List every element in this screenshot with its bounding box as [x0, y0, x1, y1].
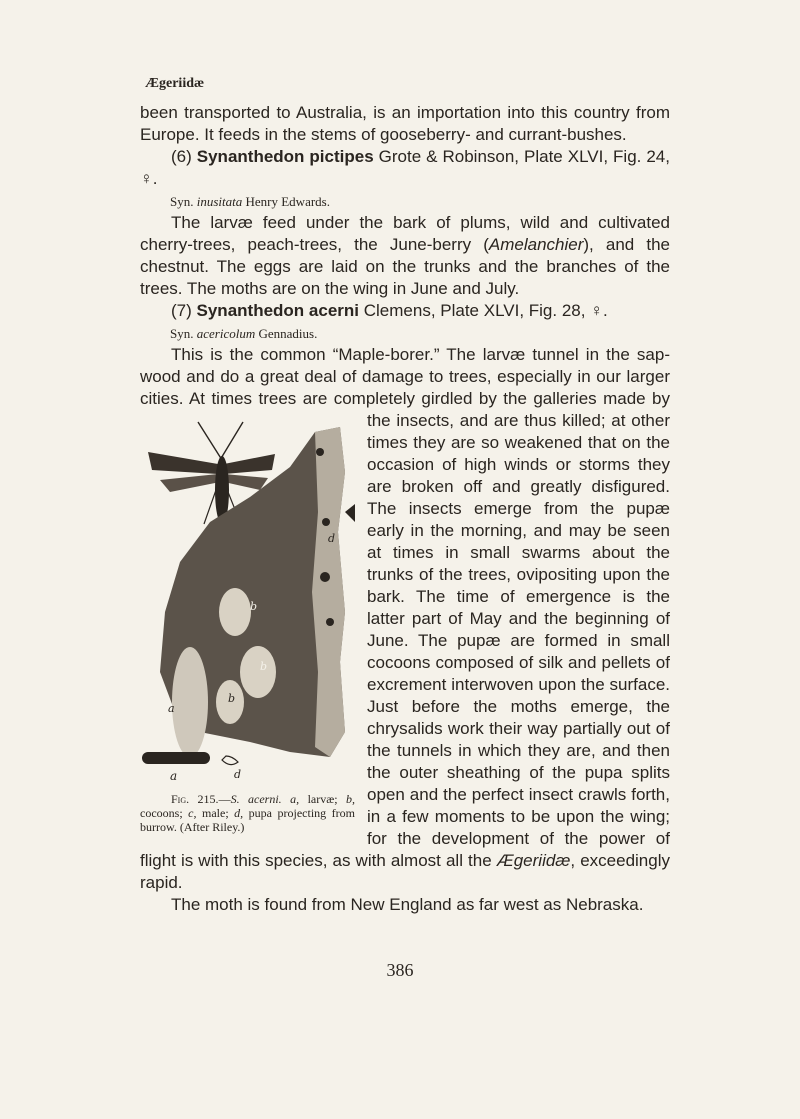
syn-label: Syn.: [170, 194, 194, 209]
entry-number: (6): [171, 147, 192, 166]
species-name: Synanthedon acerni: [196, 301, 359, 320]
figure-label-b: b: [260, 660, 268, 673]
body-text: [140, 102, 670, 916]
entry-number: (7): [171, 301, 192, 320]
tree-trunk-illustration: [160, 427, 355, 757]
caption-text: pupa projecting from burrow. (After Riley.): [140, 806, 355, 834]
paragraph-acerni: [140, 344, 670, 894]
synonym-author: Henry Edwards.: [245, 194, 330, 209]
caption-letter: c,: [188, 806, 197, 820]
cocoon: [219, 588, 251, 636]
synonym-name: acericolum: [196, 326, 256, 341]
syn-label: Syn.: [170, 326, 194, 341]
paragraph-range: The moth is found from New England as far west as Nebraska.: [171, 895, 644, 914]
text-run: The larvæ feed under the bark of plums, wild and cultivated cherry-trees, peach-trees, the June-berry (: [140, 213, 670, 254]
paragraph-continued: been transported to Australia, is an importation into this country from Europe. It feeds in the stems of gooseberry- and currant-bushes.: [140, 103, 670, 144]
caption-text: male;: [196, 806, 235, 820]
figure-label-d: d: [234, 768, 242, 781]
figure-label-a: a: [168, 702, 175, 715]
italic-term: Amelanchier: [488, 235, 584, 254]
text-run: ), and the chestnut. The eggs are laid on the trunks and the branches of the trees. The moths are on the wing in June and July.: [140, 235, 670, 298]
pupa-illustration: [222, 756, 238, 765]
larva-crawling-illustration: [142, 752, 241, 783]
species-authority: Clemens, Plate XLVI, Fig. 28, ♀.: [363, 301, 608, 320]
species-authority: Grote & Robinson, Plate XLVI, Fig. 24, ♀.: [140, 147, 670, 188]
caption-text: larvæ;: [299, 792, 347, 806]
figure-label-b: b: [250, 600, 258, 613]
synonym-author: Gennadius.: [258, 326, 318, 341]
text-run: , exceedingly rapid.: [140, 851, 670, 892]
species-name: Synanthedon pictipes: [196, 147, 374, 166]
caption-letter: d,: [234, 806, 244, 820]
figure-label-b: b: [228, 692, 236, 705]
page-number: 386: [386, 960, 414, 980]
species-entry-7: [140, 300, 670, 322]
italic-term: Ægeriidæ: [496, 851, 571, 870]
figure-215: [140, 412, 355, 834]
synonym-6: [170, 192, 670, 212]
running-head: Ægeriidæ: [145, 76, 205, 91]
caption-species: S. acerni.: [230, 792, 282, 806]
caption-text: cocoons;: [140, 806, 189, 820]
figure-label-d: d: [328, 532, 336, 545]
text-run: This is the common “Maple-borer.” The larvæ tunnel in the sap-wood and do a great deal of damage to trees, especially in our larger cities. At times trees are completely girdled by b b b a d a d Fig. 215.—S. acerni. a, larvæ; b, cocoons; c, male; d, pupa projecting from burrow. (After Riley.) the galleries made by the insects, and are thus killed; at other times they are so weakened that on the occasion of high winds or storms they are broken off and greatly disfigured. The insects emerge from the pupæ early in the morning, and may be seen at times in small swarms about the trunks of the trees, ovipositing upon the bark. The time of emergence is the latter part of May and the beginning of June. The pupæ are formed in small cocoons composed of silk and pellets of excrement interwoven upon the surface. Just before the moths emerge, the chrysalids work their way partially out of the tunnels in which they are, and then the outer sheathing of the pupa splits open and the perfect insect crawls forth, in a few moments to be upon the wing; for the development of the power of flight is with this species, as with almost all the: [140, 345, 671, 870]
figure-caption: [140, 792, 355, 834]
cocoon: [240, 646, 276, 698]
paragraph-pictipes: [140, 212, 670, 300]
larva-tunnel: [172, 647, 208, 757]
species-entry-6: [140, 146, 670, 190]
caption-letter: a,: [281, 792, 300, 806]
pupa-projecting: [345, 504, 355, 522]
fig-number: Fig. 215.: [171, 792, 219, 806]
figure-label-a: a: [170, 769, 178, 783]
synonym-7: [170, 324, 670, 344]
caption-text: —: [218, 792, 231, 806]
maple-borer-illustration: [140, 412, 355, 790]
synonym-name: inusitata: [196, 194, 243, 209]
caption-letter: b,: [346, 792, 356, 806]
